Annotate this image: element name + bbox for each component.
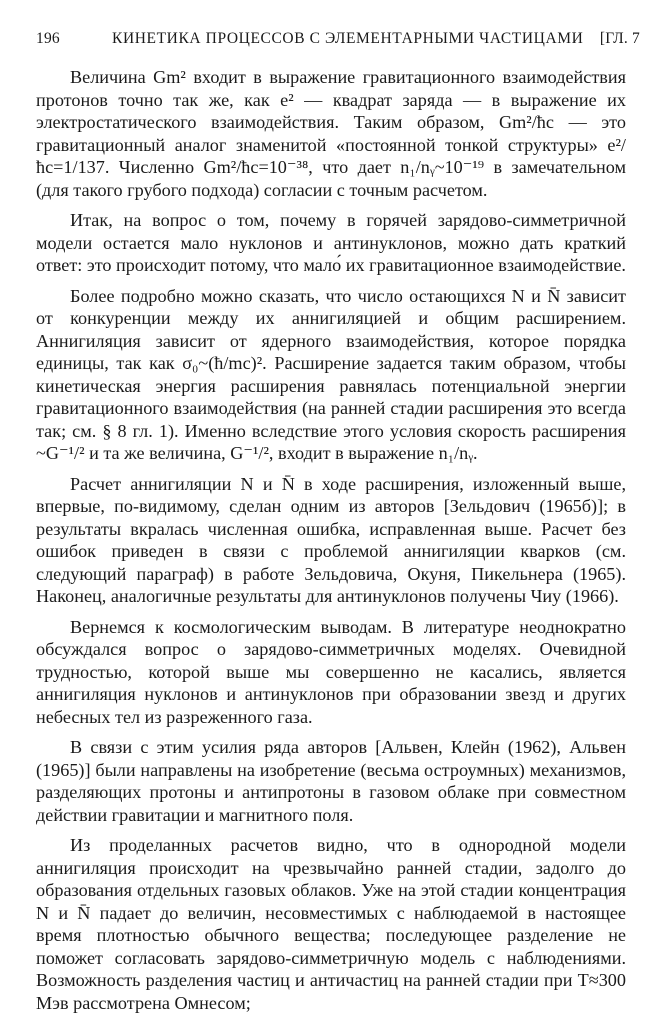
paragraph: В связи с этим усилия ряда авторов [Альвен, Клейн (1962), Альвен (1965)] были направлены на изобретение (весьма остроумных) механизмов, разделяющих протоны и антипротоны в газовом облаке при совместном действии гравитации и магнитного поля. — [36, 737, 626, 825]
paragraph: Итак, на вопрос о том, почему в горячей зарядово-симметричной модели остается мало нуклонов и антинуклонов, можно дать краткий ответ: это происходит потому, что мало́ их гравитационное взаимодействие. — [36, 210, 626, 275]
page-number: 196 — [36, 30, 60, 47]
running-header — [36, 30, 640, 52]
paragraph: Вернемся к космологическим выводам. В литературе неоднократно обсуждался вопрос о зарядово-симметричных моделях. Очевидной трудностью, которой выше мы совершенно не касались, является аннигиляция нуклонов и антинуклонов при образовании звезд и других небесных тел из разреженного газа. — [36, 616, 626, 727]
page-body — [36, 66, 626, 1022]
paragraph: Более подробно можно сказать, что число остающихся N и N̄ зависит от конкуренции между их аннигиляцией и общим расширением. Аннигиляция зависит от ядерного взаимодействия, которое порядка единицы, так как σ₀~(ħ/mc)². Расширение задается таким образом, чтобы кинетическая энергия расширения равнялась потенциальной энергии гравитационного взаимодействия (на ранней стадии расширения это всегда так; см. § 8 гл. 1). Именно вследствие этого условия скорость расширения ~G⁻¹/² и та же величина, G⁻¹/², входит в выражение n₁/nᵧ. — [36, 285, 626, 463]
paragraph: Из проделанных расчетов видно, что в однородной модели аннигиляция происходит на чрезвычайно ранней стадии, задолго до образования отдельных газовых облаков. Уже на этой стадии концентрация N и N̄ падает до величин, несовместимых с наблюдаемой в настоящее время плотностью обычного вещества; последующее разделение не поможет согласовать зарядово-симметричную модель с наблюдениями. Возможность разделения частиц и античастиц на ранней стадии при T≈300 Мэв рассмотрена Омнесом; — [36, 835, 626, 1013]
chapter-label: [ГЛ. 7 — [599, 30, 640, 47]
paragraph: Величина Gm² входит в выражение гравитационного взаимодействия протонов точно так же, как e² — квадрат заряда — в выражение их электростатического взаимодействия. Таким образом, Gm²/ħc — это гравитационный аналог знаменитой «постоянной тонкой структуры» e²/ħc=1/137. Численно Gm²/ħc=10⁻³⁸, что дает n₁/nᵧ~10⁻¹⁹ в замечательном (для такого грубого подхода) согласии с точным расчетом. — [36, 67, 626, 200]
paragraph: Расчет аннигиляции N и N̄ в ходе расширения, изложенный выше, впервые, по-видимому, сделан одним из авторов [Зельдович (1965б)]; в результаты вкралась численная ошибка, исправленная выше. Расчет без ошибок приведен в связи с проблемой аннигиляции кварков (см. следующий параграф) в работе Зельдовича, Окуня, Пикельнера (1965). Наконец, аналогичные результаты для антинуклонов получены Чиу (1966). — [36, 473, 626, 606]
running-title: КИНЕТИКА ПРОЦЕССОВ С ЭЛЕМЕНТАРНЫМИ ЧАСТИЦАМИ — [112, 30, 584, 47]
